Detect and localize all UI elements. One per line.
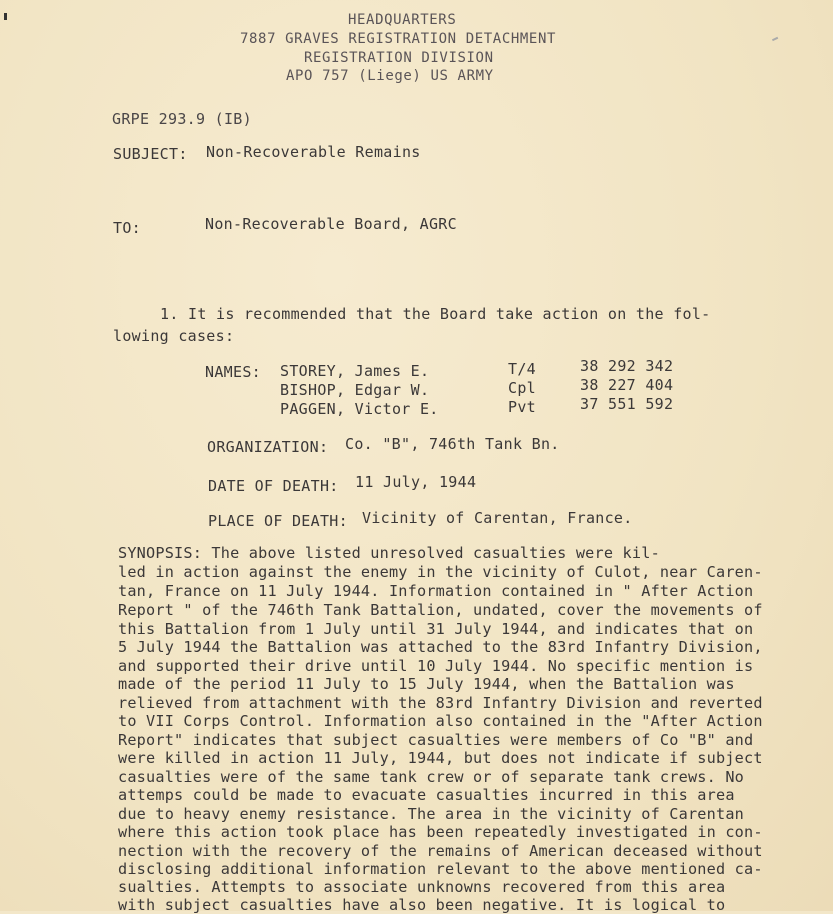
rank-row-2: Cpl [508,379,536,397]
organization-label: ORGANIZATION: [207,438,329,456]
synopsis-line: made of the period 11 July to 15 July 1944, when the Battalion was [118,675,735,693]
synopsis-line: sualties. Attempts to associate unknowns recovered from this area [118,878,726,896]
serial-row-2: 38 227 404 [580,376,674,394]
synopsis-line: SYNOPSIS: The above listed unresolved casualties were kil- [118,544,660,562]
synopsis-line: due to heavy enemy resistance. The area in the vicinity of Carentan [118,805,745,823]
serial-row-3: 37 551 592 [580,395,674,413]
synopsis-line: led in action against the enemy in the vicinity of Culot, near Caren- [118,563,763,581]
name-row-3: PAGGEN, Victor E. [280,400,439,418]
pencil-mark [772,37,778,41]
subject-value: Non-Recoverable Remains [206,143,421,161]
synopsis-line: 5 July 1944 the Battalion was attached to the 83rd Infantry Division, [118,638,763,656]
synopsis-line: with subject casualties have also been negative. It is logical to [118,896,726,914]
rank-row-3: Pvt [508,398,536,416]
rank-row-1: T/4 [508,360,536,378]
place-of-death-value: Vicinity of Carentan, France. [362,509,633,527]
synopsis-line: attemps could be made to evacuate casualties incurred in this area [118,786,735,804]
date-of-death-value: 11 July, 1944 [355,473,477,491]
synopsis-line: to VII Corps Control. Information also contained in the "After Action [118,712,763,730]
synopsis-line: and supported their drive until 10 July 1944. No specific mention is [118,657,754,675]
synopsis-line: were killed in action 11 July, 1944, but does not indicate if subject [118,749,763,767]
to-value: Non-Recoverable Board, AGRC [205,215,457,233]
synopsis-line: tan, France on 11 July 1944. Information contained in " After Action [118,582,754,600]
subject-label: SUBJECT: [113,145,188,163]
synopsis-line: this Battalion from 1 July until 31 July 1944, and indicates that on [118,620,754,638]
paragraph-1-line-1: 1. It is recommended that the Board take action on the fol- [160,305,711,323]
synopsis-line: casualties were of the same tank crew or of separate tank crews. No [118,768,745,786]
letterhead-line-2: 7887 GRAVES REGISTRATION DETACHMENT [240,31,557,47]
ink-speck [4,13,7,20]
serial-row-1: 38 292 342 [580,357,674,375]
names-label: NAMES: [205,363,261,381]
organization-value: Co. "B", 746th Tank Bn. [345,435,560,453]
synopsis-line: nection with the recovery of the remains of American deceased without [118,842,763,860]
letterhead-line-4: APO 757 (Liege) US ARMY [286,68,494,84]
to-label: TO: [113,219,141,237]
file-reference: GRPE 293.9 (IB) [112,110,252,128]
letterhead-line-3: REGISTRATION DIVISION [304,50,494,66]
synopsis-line: where this action took place has been repeatedly investigated in con- [118,823,763,841]
name-row-2: BISHOP, Edgar W. [280,381,430,399]
synopsis-line: Report" indicates that subject casualties were members of Co "B" and [118,731,754,749]
name-row-1: STOREY, James E. [280,362,430,380]
paragraph-1-line-2: lowing cases: [113,327,235,345]
synopsis-line: relieved from attachment with the 83rd Infantry Division and reverted [118,694,763,712]
synopsis-line: disclosing additional information relevant to the above mentioned ca- [118,860,763,878]
letterhead-line-1: HEADQUARTERS [348,12,457,28]
place-of-death-label: PLACE OF DEATH: [208,512,348,530]
synopsis-line: Report " of the 746th Tank Battalion, undated, cover the movements of [118,601,763,619]
date-of-death-label: DATE OF DEATH: [208,477,339,495]
